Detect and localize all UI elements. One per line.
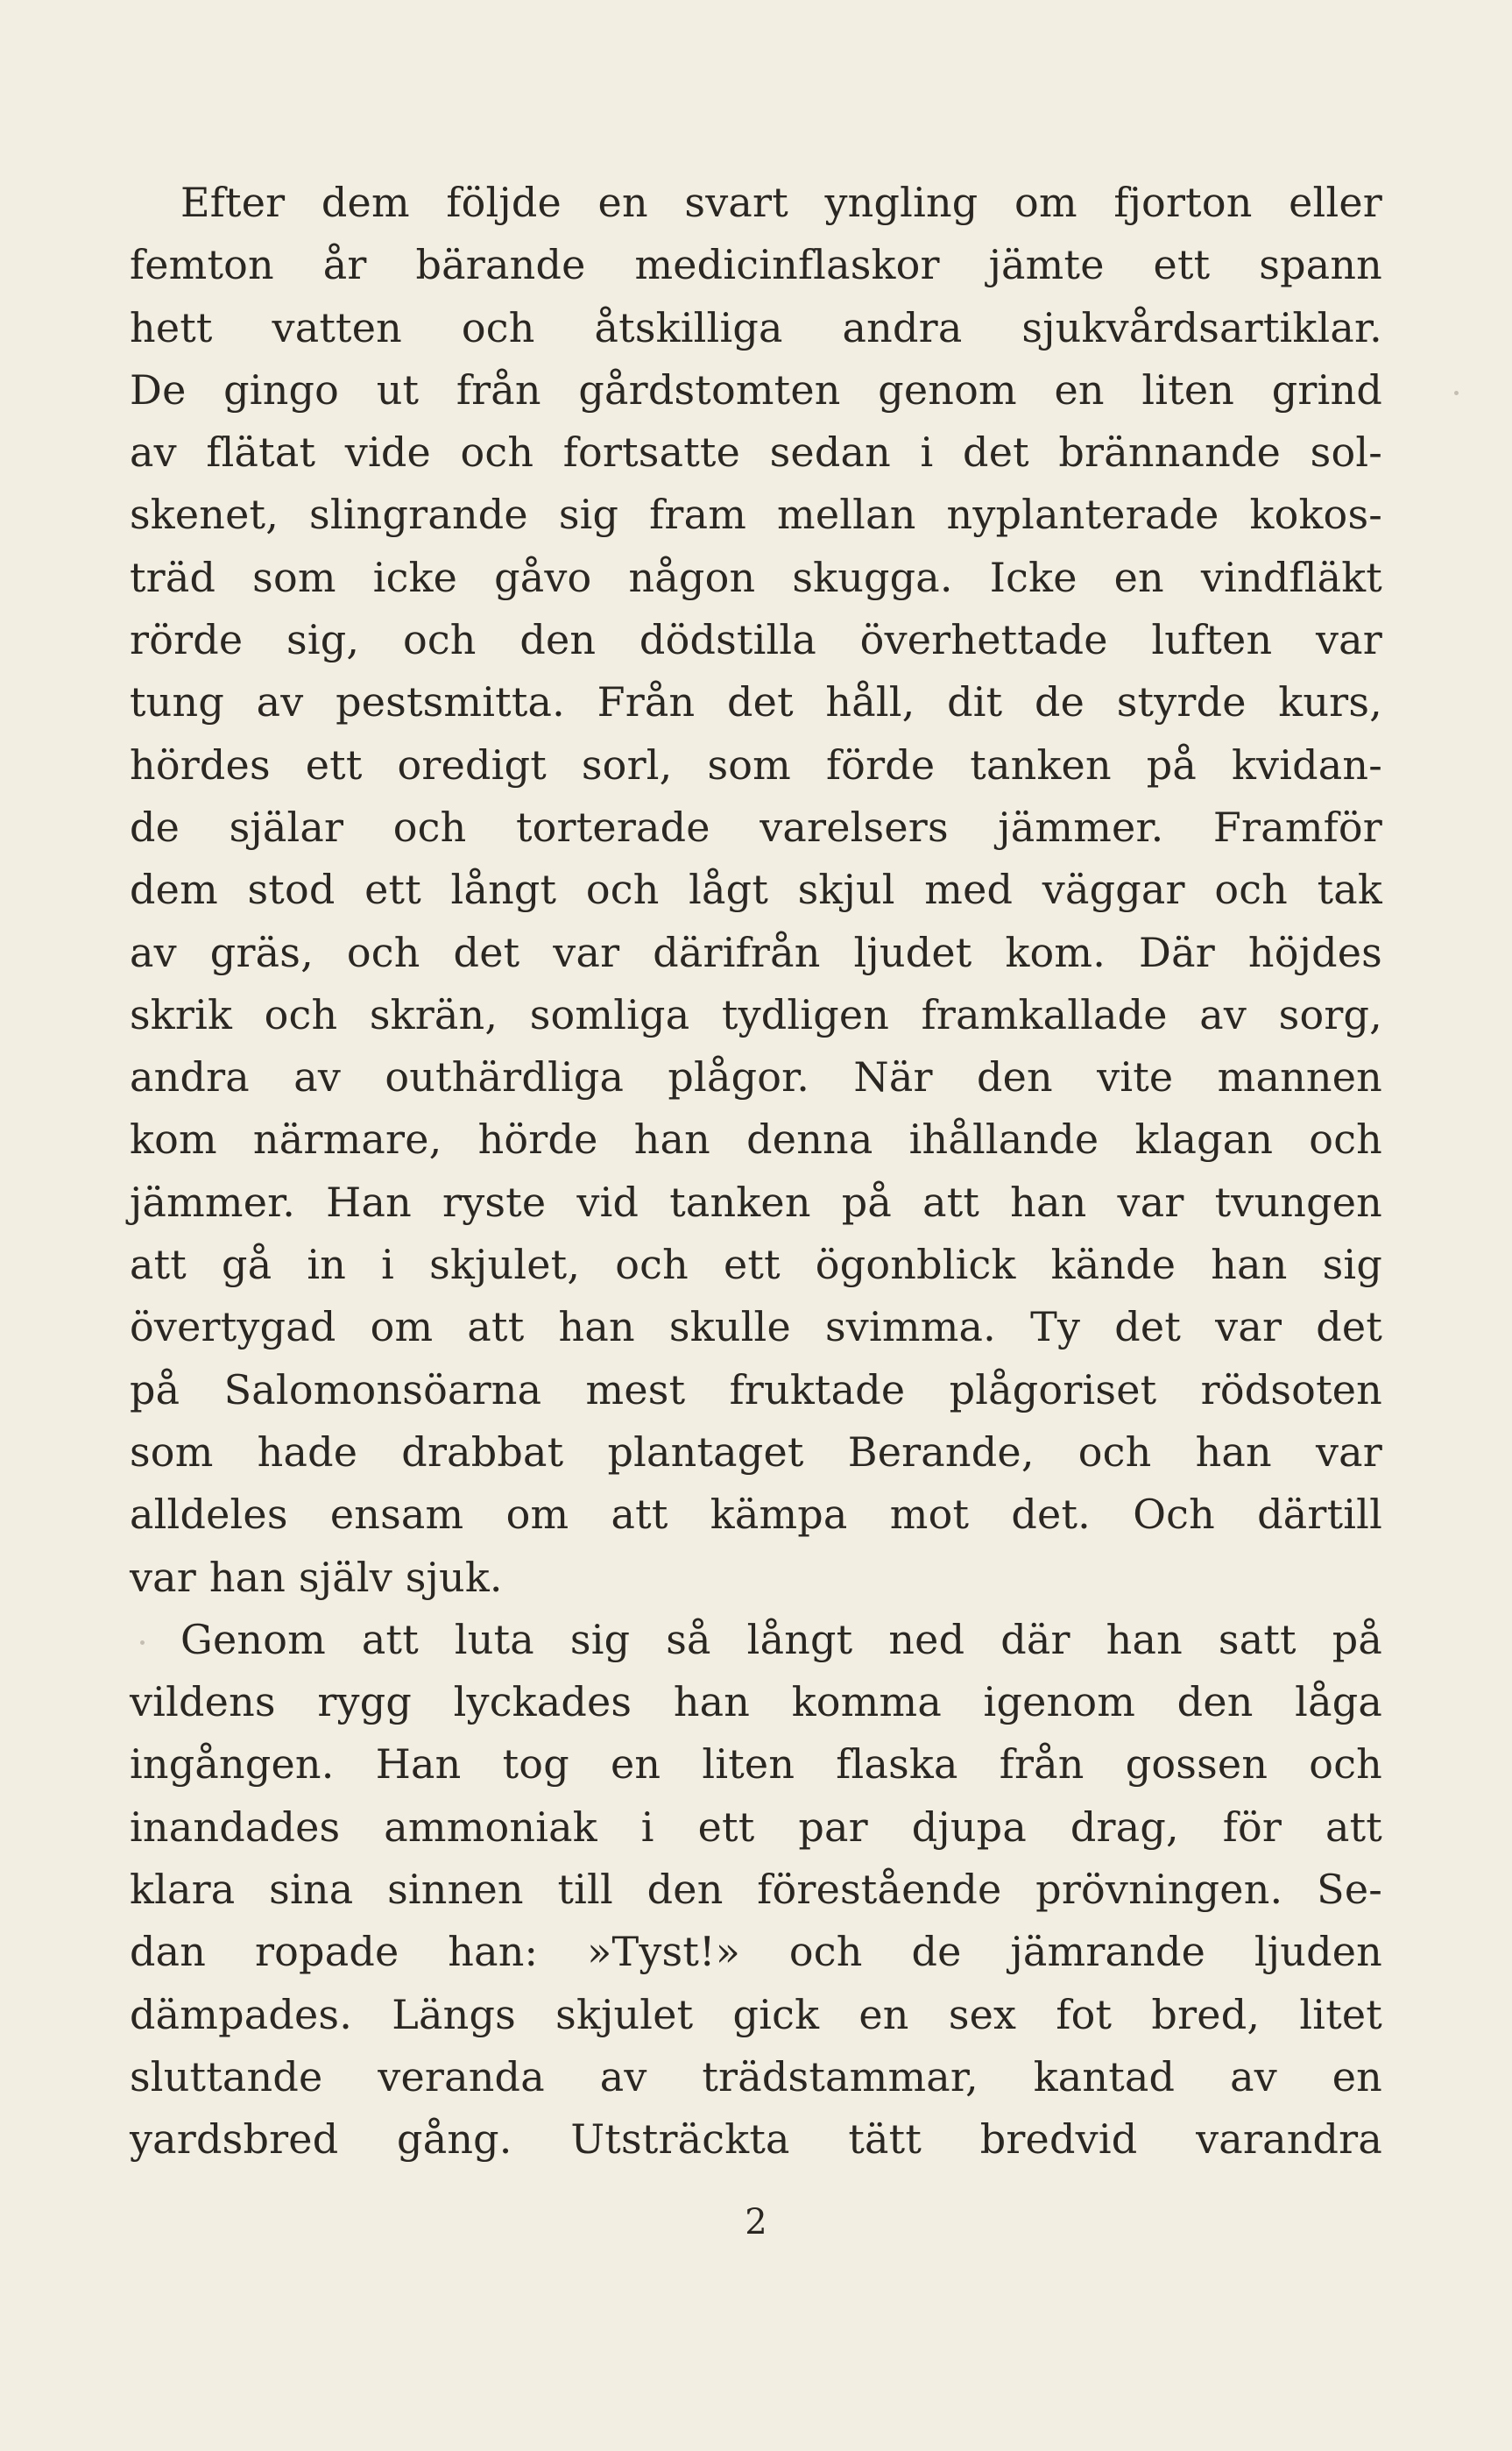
text-line: var han själv sjuk. <box>130 1553 503 1601</box>
text-line: av gräs, och det var därifrån ljudet kom. Där höjdes <box>130 928 1382 976</box>
text-line: de själar och torterade varelsers jämmer. Framför <box>130 803 1382 851</box>
text-line: andra av outhärdliga plågor. När den vite mannen <box>130 1053 1382 1102</box>
text-line: dan ropade han: »Tyst!» och de jämrande ljuden <box>130 1928 1382 1976</box>
text-line: inandades ammoniak i ett par djupa drag, för att <box>130 1803 1382 1851</box>
ink-speck <box>140 1640 145 1645</box>
text-line: ingången. Han tog en liten flaska från gossen och <box>130 1740 1382 1789</box>
text-line: skrik och skrän, somliga tydligen framkallade av sorg, <box>130 990 1382 1038</box>
text-line: vildens rygg lyckades han komma igenom den låga <box>130 1678 1382 1726</box>
text-line: sluttande veranda av trädstammar, kantad av en <box>130 2052 1382 2100</box>
text-line: jämmer. Han ryste vid tanken på att han var tvungen <box>130 1178 1382 1226</box>
text-line: övertygad om att han skulle svimma. Ty det var det <box>130 1303 1382 1351</box>
text-line: klara sina sinnen till den förestående prövningen. Se- <box>130 1866 1382 1914</box>
text-line: Genom att luta sig så långt ned där han satt på <box>180 1615 1382 1663</box>
text-line: rörde sig, och den dödstilla överhettade luften var <box>130 616 1382 664</box>
text-line: av flätat vide och fortsatte sedan i det brännande sol- <box>130 429 1382 477</box>
text-line: hördes ett oredigt sorl, som förde tanken på kvidan- <box>130 740 1382 789</box>
text-line: dem stod ett långt och lågt skjul med väggar och tak <box>130 866 1382 914</box>
text-line: dämpades. Längs skjulet gick en sex fot bred, litet <box>130 1990 1382 2038</box>
text-line: hett vatten och åtskilliga andra sjukvårdsartiklar. <box>130 303 1382 351</box>
text-line: femton år bärande medicinflaskor jämte ett spann <box>130 241 1382 289</box>
text-line: Efter dem följde en svart yngling om fjorton eller <box>180 179 1382 226</box>
body-text <box>130 172 1382 2171</box>
text-line: på Salomonsöarna mest fruktade plågoriset rödsoten <box>130 1365 1382 1413</box>
text-line: som hade drabbat plantaget Berande, och han var <box>130 1427 1382 1476</box>
ink-speck <box>1454 391 1459 395</box>
text-line: skenet, slingrande sig fram mellan nyplanterade kokos- <box>130 491 1382 539</box>
text-line: yardsbred gång. Utsträckta tätt bredvid varandra <box>130 2115 1382 2164</box>
text-line: De gingo ut från gårdstomten genom en liten grind <box>130 365 1382 414</box>
text-line: alldeles ensam om att kämpa mot det. Och därtill <box>130 1491 1382 1539</box>
text-line: träd som icke gåvo någon skugga. Icke en vindfläkt <box>130 553 1382 601</box>
text-line: tung av pestsmitta. Från det håll, dit de styrde kurs, <box>130 678 1382 726</box>
page-number: 2 <box>745 2202 767 2242</box>
text-line: att gå in i skjulet, och ett ögonblick kände han sig <box>130 1241 1382 1289</box>
text-line: kom närmare, hörde han denna ihållande klagan och <box>130 1116 1382 1164</box>
